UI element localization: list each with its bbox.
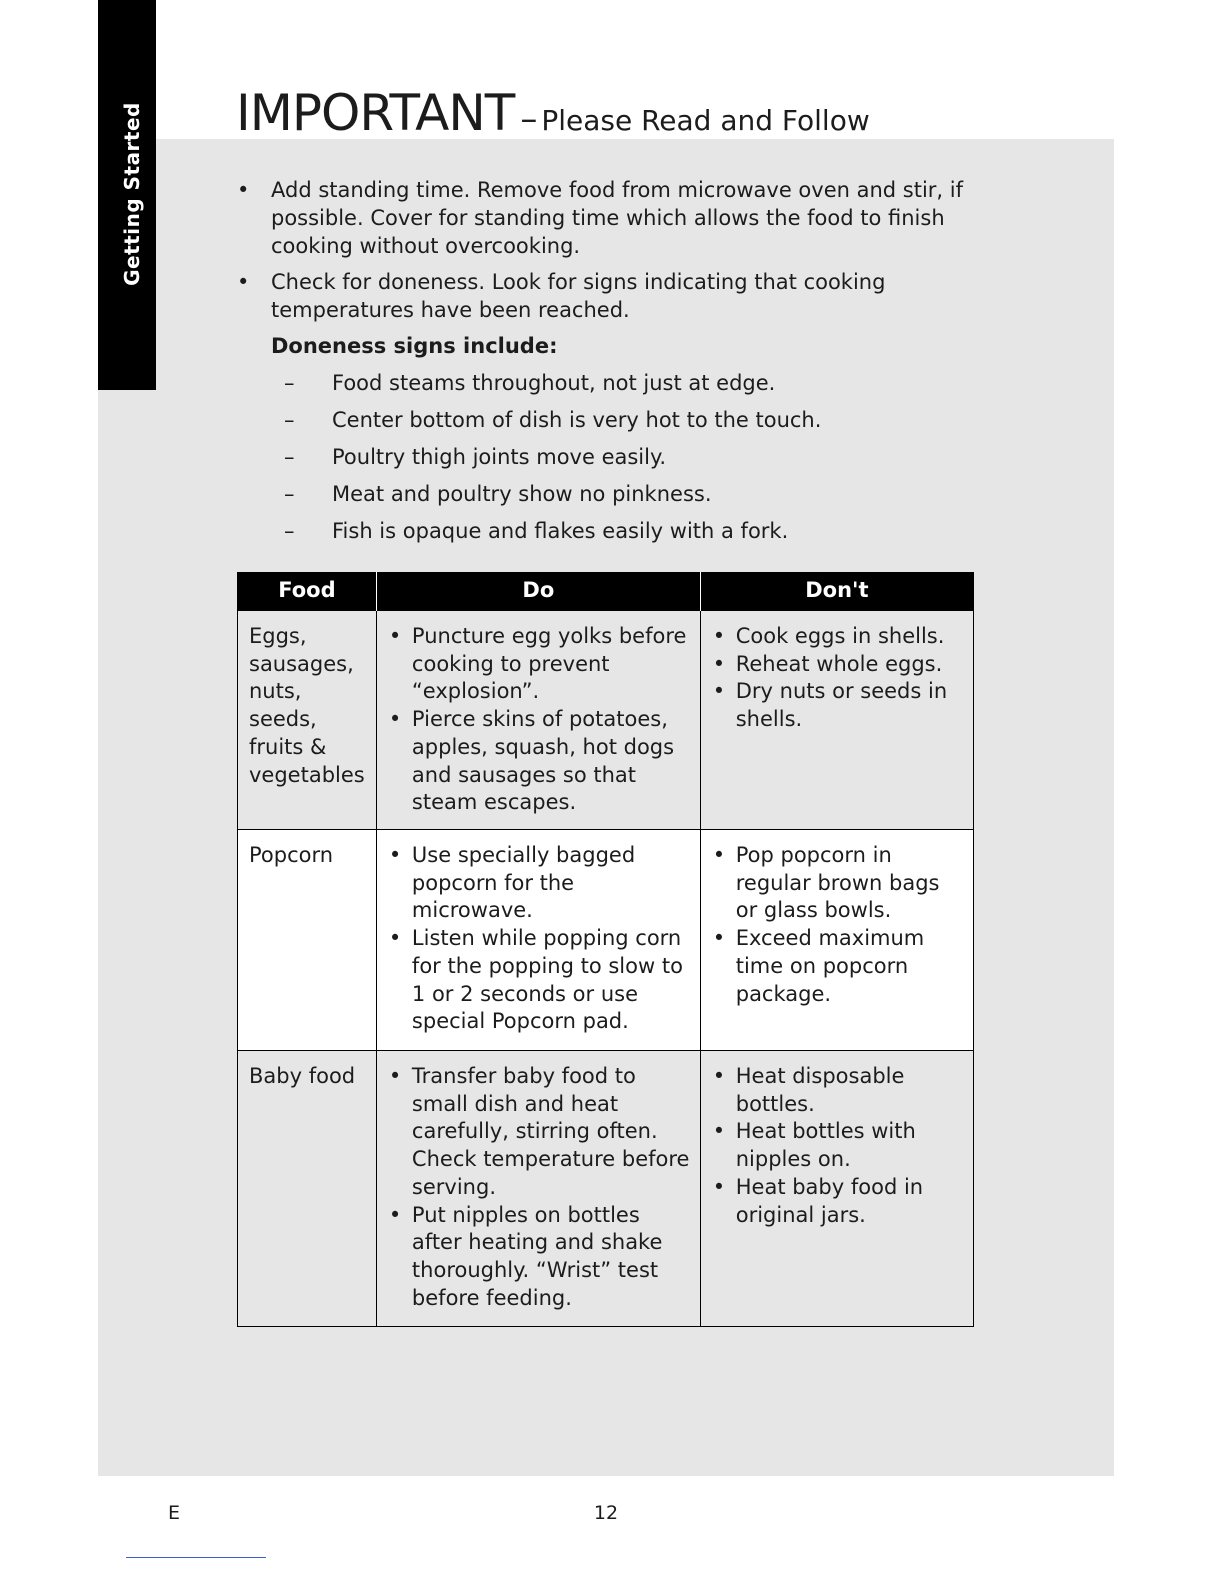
doneness-sign: – Center bottom of dish is very hot to the touch.	[236, 406, 966, 434]
food-cell: Eggs, sausages, nuts, seeds, fruits & vegetables	[238, 611, 377, 830]
title-dash: –	[520, 99, 538, 139]
dont-item: • Exceed maximum time on popcorn package.	[712, 925, 967, 1008]
dont-cell	[700, 611, 973, 830]
doneness-sign: – Fish is opaque and flakes easily with a fork.	[236, 517, 966, 545]
instructions	[236, 176, 966, 554]
do-cell	[376, 1051, 700, 1327]
dont-item: • Heat baby food in original jars.	[712, 1174, 967, 1229]
doneness-sign: – Meat and poultry show no pinkness.	[236, 480, 966, 508]
do-dont-table	[237, 572, 974, 1327]
do-cell	[376, 611, 700, 830]
food-cell: Popcorn	[238, 830, 377, 1051]
header-dont: Don't	[700, 572, 973, 611]
bullet-standing-time: • Add standing time. Remove food from microwave oven and stir, if possible. Cover for standing time which allows the food to finish cooking without overcooking.	[236, 176, 966, 260]
table-row	[238, 830, 974, 1051]
dont-item: • Cook eggs in shells.	[712, 623, 967, 651]
dont-item: • Reheat whole eggs.	[712, 651, 967, 679]
section-tab-label: Getting Started	[120, 102, 144, 286]
table-header-row	[238, 572, 974, 611]
table-row	[238, 611, 974, 830]
dont-item: • Dry nuts or seeds in shells.	[712, 678, 967, 733]
header-do: Do	[376, 572, 700, 611]
dont-item: • Heat disposable bottles.	[712, 1063, 967, 1118]
dont-item: • Heat bottles with nipples on.	[712, 1118, 967, 1173]
bullet-check-doneness: • Check for doneness. Look for signs indicating that cooking temperatures have been reached.	[236, 268, 966, 324]
dont-cell	[700, 830, 973, 1051]
doneness-heading: Doneness signs include:	[271, 334, 558, 358]
dont-item: • Pop popcorn in regular brown bags or glass bowls.	[712, 842, 967, 925]
table-row	[238, 1051, 974, 1327]
do-item: • Transfer baby food to small dish and heat carefully, stirring often. Check temperature before serving.	[388, 1063, 694, 1202]
food-cell: Baby food	[238, 1051, 377, 1327]
title-subtitle: Please Read and Follow	[541, 104, 870, 137]
do-cell	[376, 830, 700, 1051]
doneness-sign: – Food steams throughout, not just at edge.	[236, 369, 966, 397]
doneness-sign: – Poultry thigh joints move easily.	[236, 443, 966, 471]
header-food: Food	[238, 572, 377, 611]
do-item: • Put nipples on bottles after heating and shake thoroughly. “Wrist” test before feeding.	[388, 1202, 694, 1313]
do-item: • Listen while popping corn for the popping to slow to 1 or 2 seconds or use special Popcorn pad.	[388, 925, 694, 1036]
do-item: • Pierce skins of potatoes, apples, squash, hot dogs and sausages so that steam escapes.	[388, 706, 694, 817]
dont-cell	[700, 1051, 973, 1327]
page-title	[236, 84, 870, 142]
title-main: IMPORTANT	[236, 84, 515, 142]
do-item: • Puncture egg yolks before cooking to prevent “explosion”.	[388, 623, 694, 706]
page-number: 12	[593, 1502, 619, 1524]
footer-rule	[126, 1557, 266, 1558]
do-item: • Use specially bagged popcorn for the microwave.	[388, 842, 694, 925]
footer-language: E	[168, 1502, 181, 1524]
